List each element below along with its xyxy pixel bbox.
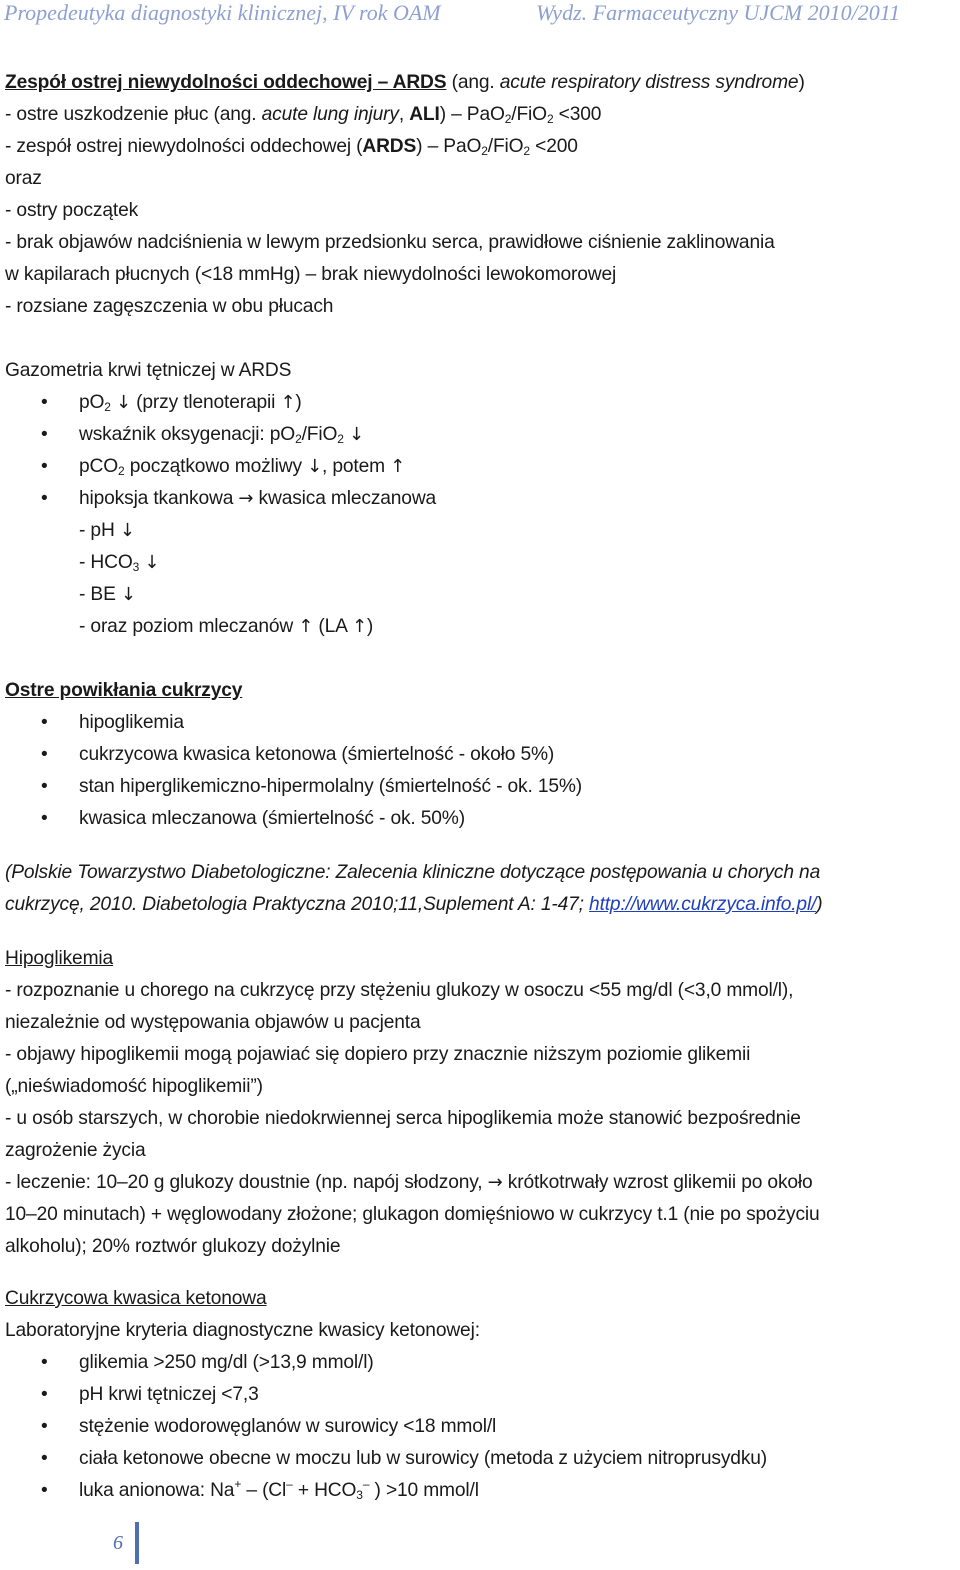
ards-line-no-hypertension: - brak objawów nadciśnienia w lewym przedsionku serca, prawidłowe ciśnienie zaklinowania xyxy=(5,232,775,253)
gazometry-item-oxygenation: • wskaźnik oksygenacji: $pO_2/FiO_2$ ↓ xyxy=(5,419,955,451)
gazometry-item-pco2: • pCO$_2$ początkowo możliwy ↓, potem ↑ xyxy=(5,451,955,483)
arrow-down-icon: ↓ xyxy=(116,392,131,413)
page-number: 6 xyxy=(113,1532,123,1554)
ketoacidosis-heading: Cukrzycowa kwasica ketonowa xyxy=(5,1288,267,1309)
ards-line-capillaries: w kapilarach płucnych (<18 mmHg) – brak niewydolności lewokomorowej xyxy=(5,264,617,285)
gazometry-item-hypoxia: • hipoksja tkankowa → kwasica mleczanowa xyxy=(5,483,955,515)
hypoglycemia-heading: Hipoglikemia xyxy=(5,948,114,969)
arrow-down-icon: ↓ xyxy=(348,424,364,445)
list-item: • pH krwi tętniczej <7,3 xyxy=(5,1379,955,1411)
list-item: • kwasica mleczanowa (śmiertelność - ok. 50%) xyxy=(5,803,955,835)
arrow-up-icon: ↑ xyxy=(351,616,367,637)
arrow-up-icon: ↑ xyxy=(390,456,406,477)
hypoglycemia-line: - objawy hipoglikemii mogą pojawiać się dopiero przy znacznie niższym poziomie glikemii xyxy=(5,1044,751,1065)
hypoglycemia-line: - rozpoznanie u chorego na cukrzycę przy stężeniu glukozy w osoczu <55 mg/dl (<3,0 mmol/l), xyxy=(5,980,794,1001)
footer-divider xyxy=(135,1522,139,1564)
list-item-anion-gap: • luka anionowa: $Na^+ - (Cl^- + HCO_3^-$ ) >10 mmol/l xyxy=(5,1475,955,1507)
page-header xyxy=(0,0,960,40)
reference-line-1: (Polskie Towarzystwo Diabetologiczne: Zalecenia kliniczne dotyczące postępowania u chorych na xyxy=(5,862,821,883)
hypoglycemia-treatment-2: 10–20 minutach) + węglowodany złożone; glukagon domięśniowo w cukrzycy t.1 (nie po spożyciu xyxy=(5,1204,820,1225)
list-item: • cukrzycowa kwasica ketonowa (śmiertelność - około 5%) xyxy=(5,739,955,771)
list-item: • stan hiperglikemiczno-hipermolalny (śmiertelność - ok. 15%) xyxy=(5,771,955,803)
gazometry-sub-be: - BE ↓ xyxy=(79,584,136,605)
reference-link[interactable]: http://www.cukrzyca.info.pl/ xyxy=(589,894,817,915)
gazometry-item-po2: • $pO_2$ ↓ (przy tlenoterapii ↑) xyxy=(5,387,955,419)
arrow-up-icon: ↑ xyxy=(280,392,296,413)
document-body xyxy=(5,67,955,1507)
gazometry-sub-lactate: - oraz poziom mleczanów ↑ (LA ↑) xyxy=(79,616,374,637)
header-faculty: Wydz. Farmaceutyczny UJCM 2010/2011 xyxy=(536,0,901,25)
list-item: • glikemia >250 mg/dl (>13,9 mmol/l) xyxy=(5,1347,955,1379)
arrow-right-icon: → xyxy=(238,488,254,509)
ards-title: Zespół ostrej niewydolności oddechowej – ARDS xyxy=(5,72,447,93)
arrow-down-icon: ↓ xyxy=(144,552,160,573)
arrow-down-icon: ↓ xyxy=(119,520,135,541)
ards-line-onset: - ostry początek xyxy=(5,200,139,221)
ards-line-infiltrates: - rozsiane zagęszczenia w obu płucach xyxy=(5,296,334,317)
list-item: • hipoglikemia xyxy=(5,707,955,739)
header-course: Propedeutyka diagnostyki klinicznej, IV rok OAM xyxy=(4,0,441,25)
arrow-right-icon: → xyxy=(487,1172,503,1193)
gazometry-heading: Gazometria krwi tętniczej w ARDS xyxy=(5,360,292,381)
list-item: • stężenie wodorowęglanów w surowicy <18 mmol/l xyxy=(5,1411,955,1443)
hypoglycemia-treatment-3: alkoholu); 20% roztwór glukozy dożylnie xyxy=(5,1236,341,1257)
complications-heading: Ostre powikłania cukrzycy xyxy=(5,680,243,701)
arrow-down-icon: ↓ xyxy=(307,456,323,477)
list-item: • ciała ketonowe obecne w moczu lub w surowicy (metoda z użyciem nitroprusydku) xyxy=(5,1443,955,1475)
hypoglycemia-line: („nieświadomość hipoglikemii”) xyxy=(5,1076,263,1097)
ards-line-ards: - zespół ostrej niewydolności oddechowej (ARDS) – PaO$_2$/FiO$_2$ <200 xyxy=(5,136,578,158)
gazometry-sub-ph: - pH ↓ xyxy=(79,520,135,541)
arrow-down-icon: ↓ xyxy=(120,584,136,605)
hypoglycemia-line: niezależnie od występowania objawów u pacjenta xyxy=(5,1012,421,1033)
ketoacidosis-intro: Laboratoryjne kryteria diagnostyczne kwasicy ketonowej: xyxy=(5,1320,480,1341)
arrow-up-icon: ↑ xyxy=(298,616,314,637)
hypoglycemia-line: zagrożenie życia xyxy=(5,1140,146,1161)
gazometry-sub-hco3: - $HCO_3$ ↓ xyxy=(79,552,160,574)
hypoglycemia-line: - u osób starszych, w chorobie niedokrwiennej serca hipoglikemia może stanowić bezpośrednie xyxy=(5,1108,801,1129)
ards-line-oraz: oraz xyxy=(5,168,42,189)
ards-line-ali: - ostre uszkodzenie płuc (ang. acute lung injury, ALI) – PaO$_2$/FiO$_2$ <300 xyxy=(5,104,602,126)
ards-heading: Zespół ostrej niewydolności oddechowej – ARDS (ang. acute respiratory distress syndrome) xyxy=(5,72,805,93)
hypoglycemia-treatment: - leczenie: 10–20 g glukozy doustnie (np. napój słodzony, → krótkotrwały wzrost glikemii po około xyxy=(5,1172,813,1193)
reference-line-2: cukrzycę, 2010. Diabetologia Praktyczna 2010;11,Suplement A: 1-47; http://www.cukrzyca.info.pl/) xyxy=(5,894,823,915)
